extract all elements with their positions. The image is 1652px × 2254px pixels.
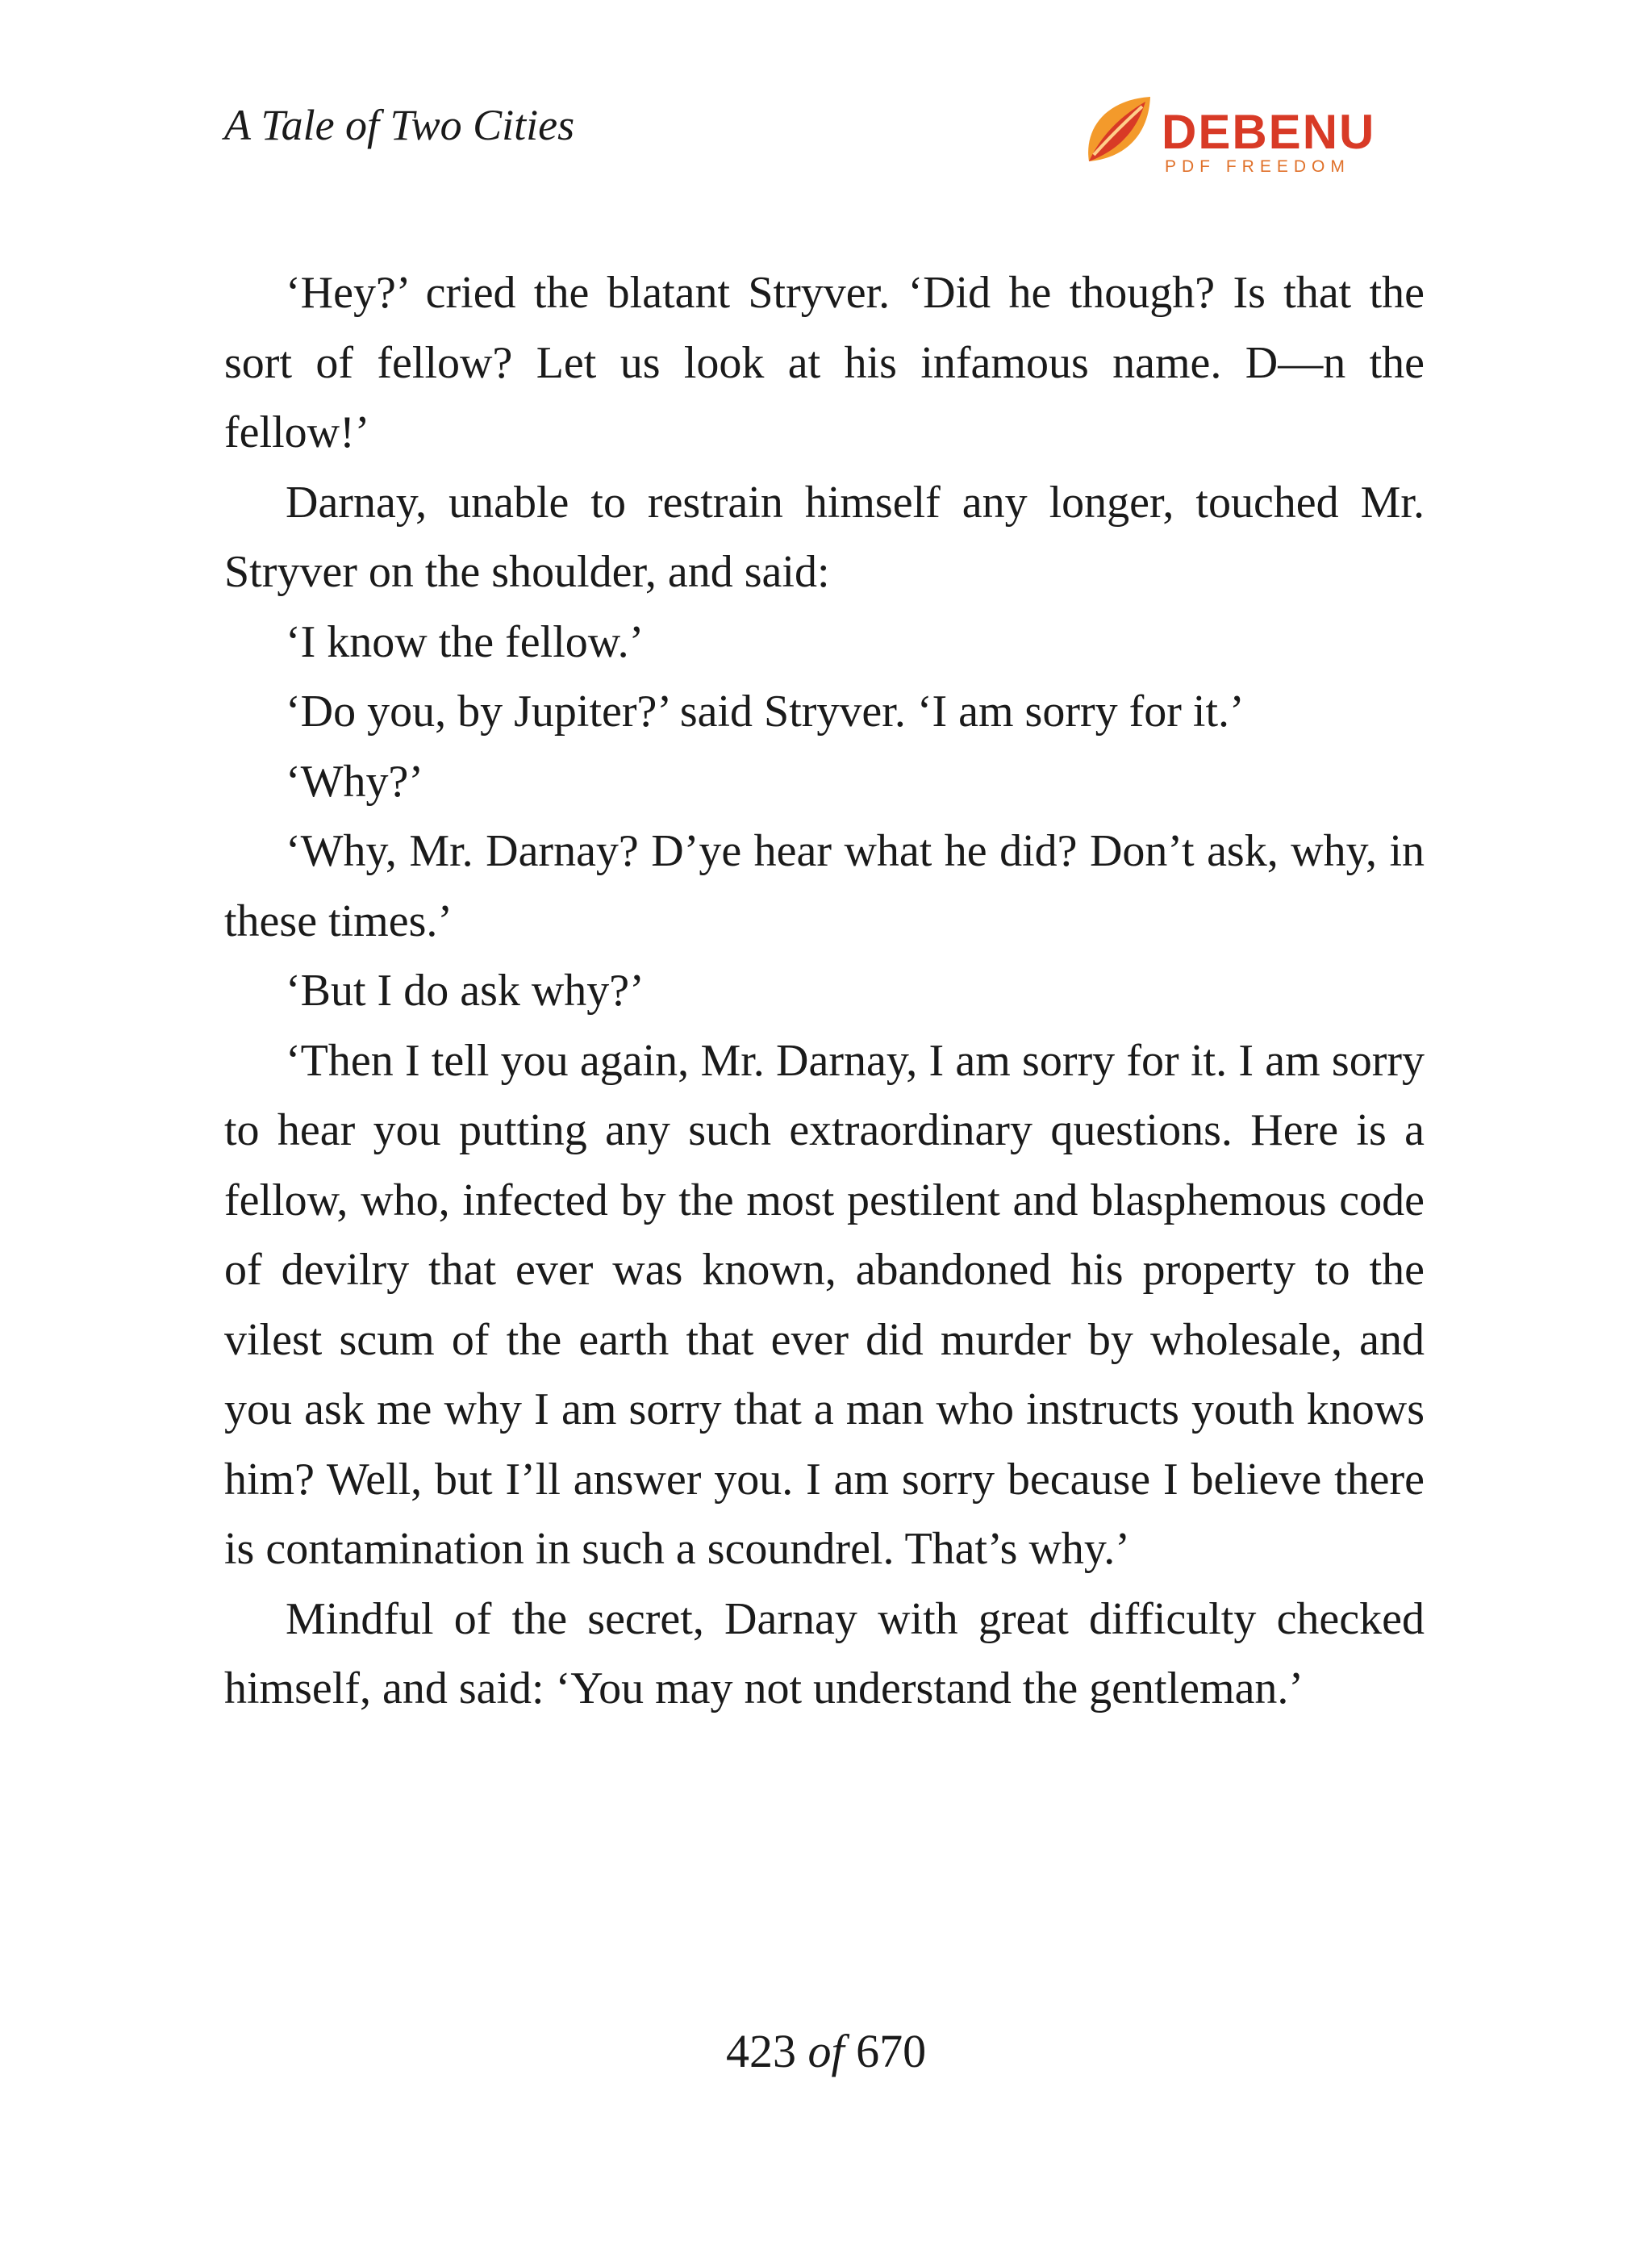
paragraph: ‘But I do ask why?’ xyxy=(286,966,645,1016)
total-pages: 670 xyxy=(856,2025,927,2077)
logo-name: DEBENU xyxy=(1162,105,1376,159)
paragraph: ‘Then I tell you again, Mr. Darnay, I am sorry for it. I am sorry to hear you putting any such extraordinary questions. Here is a fellow, who, infected by the most pestilent and blasphemous code of devilry that ever was known, abandoned his property to the vilest scum of the earth that ever did murder by wholesale, and you ask me why I am sorry that a man who instructs youth knows him? Well, but I’ll answer you. I am sorry because I believe there is contamination in such a scoundrel. That’s why.’ xyxy=(224,1035,1425,1574)
paragraph: ‘Hey?’ cried the blatant Stryver. ‘Did he though? Is that the sort of fellow? Let us look at his infamous name. D—n the fellow!’ xyxy=(224,268,1425,457)
paragraph: ‘Why, Mr. Darnay? D’ye hear what he did? Don’t ask, why, in these times.’ xyxy=(224,826,1425,946)
debenu-logo xyxy=(1081,90,1376,179)
paragraph: Darnay, unable to restrain himself any longer, touched Mr. Stryver on the shoulder, and said: xyxy=(224,477,1425,597)
book-title: A Tale of Two Cities xyxy=(224,101,575,149)
leaf-logo-icon xyxy=(1081,90,1158,171)
paragraph: ‘Do you, by Jupiter?’ said Stryver. ‘I am sorry for it.’ xyxy=(286,687,1245,737)
page-body xyxy=(224,258,1425,1724)
page-number xyxy=(0,2025,1652,2077)
current-page: 423 xyxy=(725,2025,796,2077)
paragraph: ‘Why?’ xyxy=(286,756,424,807)
paragraph: ‘I know the fellow.’ xyxy=(286,616,645,667)
page-of-label: of xyxy=(807,2025,845,2077)
paragraph: Mindful of the secret, Darnay with great difficulty checked himself, and said: ‘You may not understand the gentleman.’ xyxy=(224,1593,1425,1713)
logo-tagline: PDF FREEDOM xyxy=(1165,157,1350,176)
